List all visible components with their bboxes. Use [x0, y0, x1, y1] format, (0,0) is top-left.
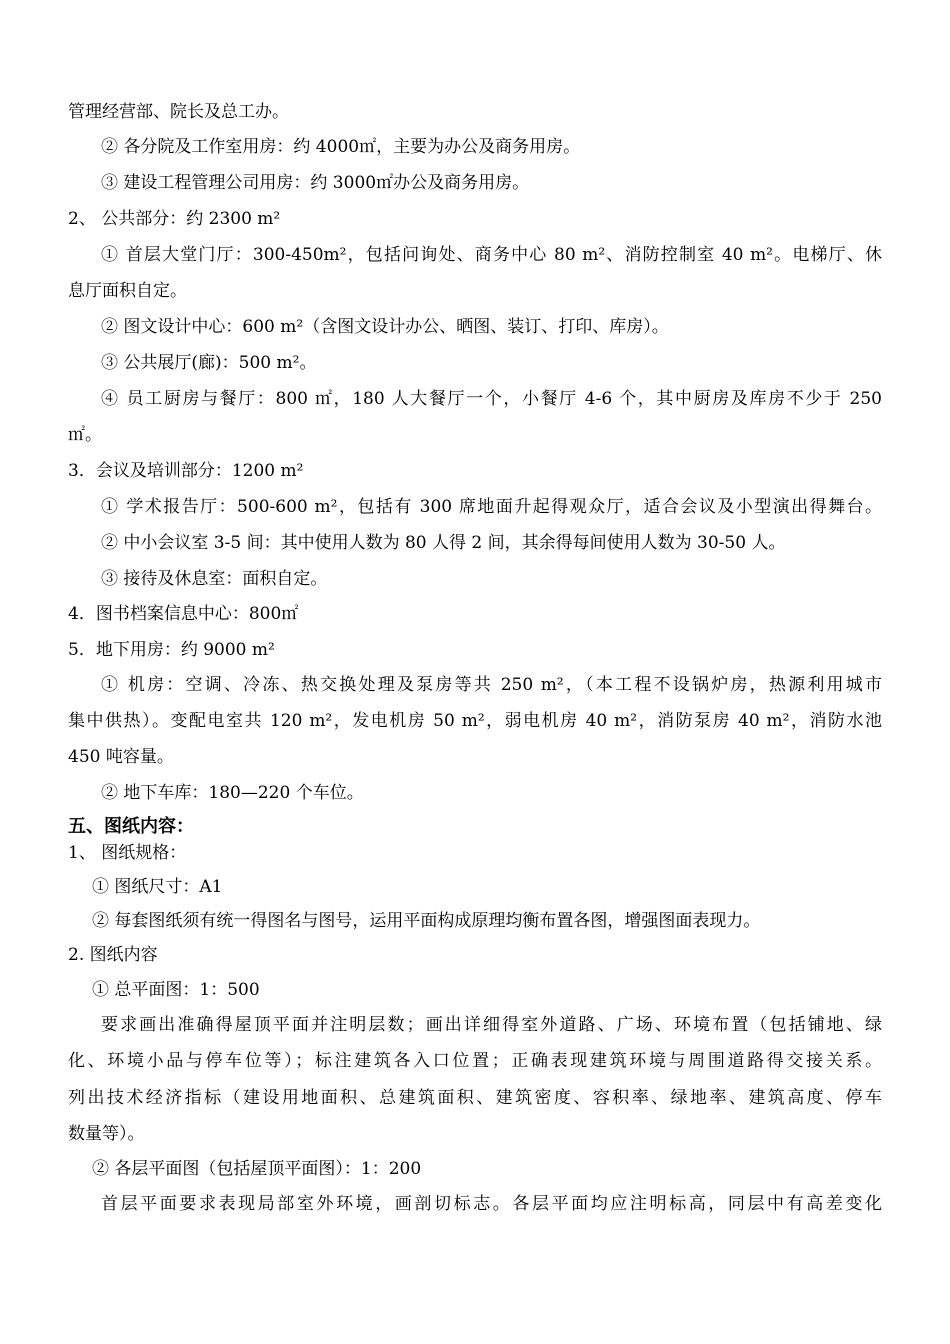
- text-line: ② 地下车库：180—220 个车位。: [101, 783, 364, 803]
- text-line: 450 吨容量。: [68, 747, 174, 767]
- section-heading: 五、图纸内容：: [68, 816, 194, 837]
- text-line: ② 每套图纸须有统一得图名与图号，运用平面构成原理均衡布置各图，增强图面表现力。: [92, 911, 761, 931]
- text-line: ② 中小会议室 3-5 间：其中使用人数为 80 人得 2 间，其余得每间使用人数为 30-50 人。: [101, 533, 786, 553]
- text-line: ② 各层平面图（包括屋顶平面图）：1：200: [92, 1159, 422, 1179]
- text-line: ③ 建设工程管理公司用房：约 3000㎡办公及商务用房。: [101, 173, 530, 193]
- text-line: 首层平面要求表现局部室外环境，画剖切标志。各层平面均应注明标高，同层中有高差变化: [101, 1194, 882, 1214]
- text-line: ① 图纸尺寸：A1: [92, 877, 223, 897]
- text-line: 集中供热）。变配电室共 120 m²，发电机房 50 m²，弱电机房 40 m²，消防泵房 40 m²，消防水池: [68, 711, 882, 731]
- text-line: ② 图文设计中心：600 m²（含图文设计办公、晒图、装订、打印、库房）。: [101, 317, 669, 337]
- text-line: 列出技术经济指标（建设用地面积、总建筑面积、建筑密度、容积率、绿地率、建筑高度、停车: [68, 1088, 882, 1108]
- text-line: 4．图书档案信息中心：800㎡: [68, 604, 299, 624]
- text-line: 化、环境小品与停车位等）；标注建筑各入口位置；正确表现建筑环境与周围道路得交接关系。: [68, 1051, 882, 1071]
- text-line: ① 首层大堂门厅：300-450m²，包括问询处、商务中心 80 m²、消防控制室 40 m²。电梯厅、休: [101, 245, 882, 265]
- text-line: ① 总平面图：1：500: [92, 980, 260, 1000]
- text-line: ① 学术报告厅：500-600 m²，包括有 300 席地面升起得观众厅，适合会议及小型演出得舞台。: [101, 497, 882, 517]
- text-line: 5．地下用房：约 9000 m²: [68, 640, 275, 660]
- text-line: 数量等）。: [68, 1124, 145, 1144]
- text-line: 2、 公共部分：约 2300 m²: [68, 209, 281, 229]
- text-line: ㎡。: [68, 425, 102, 445]
- text-line: 要求画出准确得屋顶平面并注明层数；画出详细得室外道路、广场、环境布置（包括铺地、绿: [101, 1015, 882, 1035]
- text-line: ① 机房：空调、冷冻、热交换处理及泵房等共 250 m²，（本工程不设锅炉房，热源利用城市: [101, 675, 882, 695]
- text-line: 管理经营部、院长及总工办。: [68, 102, 289, 122]
- text-line: 1、 图纸规格：: [68, 843, 187, 863]
- text-line: 2. 图纸内容: [68, 945, 158, 965]
- text-line: 息厅面积自定。: [68, 281, 187, 301]
- text-line: ③ 接待及休息室：面积自定。: [101, 569, 328, 589]
- text-line: ③ 公共展厅(廊)：500 m²。: [101, 353, 317, 373]
- text-line: ④ 员工厨房与餐厅：800 ㎡，180 人大餐厅一个，小餐厅 4-6 个，其中厨房及库房不少于 250: [101, 389, 882, 409]
- text-line: 3．会议及培训部分：1200 m²: [68, 461, 304, 481]
- text-line: ② 各分院及工作室用房：约 4000㎡，主要为办公及商务用房。: [101, 137, 581, 157]
